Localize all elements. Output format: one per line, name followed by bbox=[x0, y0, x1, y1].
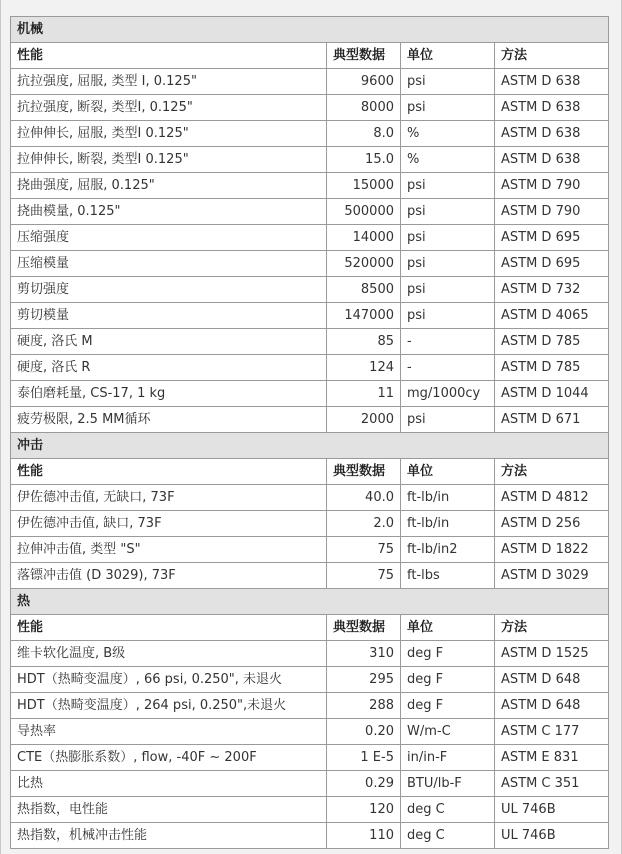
table-row bbox=[11, 199, 609, 225]
method-cell: ASTM D 695 bbox=[495, 251, 609, 277]
unit-cell: BTU/lb-F bbox=[401, 771, 495, 797]
unit-cell: deg C bbox=[401, 823, 495, 849]
property-column-header: 性能 bbox=[11, 459, 327, 485]
unit-cell: ft-lb/in2 bbox=[401, 537, 495, 563]
value-cell: 75 bbox=[327, 537, 401, 563]
value-cell: 120 bbox=[327, 797, 401, 823]
value-cell: 2.0 bbox=[327, 511, 401, 537]
value-column-header: 典型数据 bbox=[327, 43, 401, 69]
property-cell: 维卡软化温度, B级 bbox=[11, 641, 327, 667]
unit-cell: ft-lb/in bbox=[401, 485, 495, 511]
section-header-row bbox=[11, 17, 609, 43]
method-cell: ASTM D 1822 bbox=[495, 537, 609, 563]
table-row bbox=[11, 381, 609, 407]
unit-cell: deg F bbox=[401, 641, 495, 667]
column-header-row bbox=[11, 43, 609, 69]
unit-cell: psi bbox=[401, 199, 495, 225]
method-cell: ASTM D 695 bbox=[495, 225, 609, 251]
value-cell: 11 bbox=[327, 381, 401, 407]
method-cell: ASTM D 671 bbox=[495, 407, 609, 433]
unit-cell: psi bbox=[401, 303, 495, 329]
table-row bbox=[11, 667, 609, 693]
value-cell: 15.0 bbox=[327, 147, 401, 173]
value-cell: 1 E-5 bbox=[327, 745, 401, 771]
section-title: 热 bbox=[11, 589, 609, 615]
method-column-header: 方法 bbox=[495, 43, 609, 69]
method-cell: ASTM D 4812 bbox=[495, 485, 609, 511]
value-cell: 500000 bbox=[327, 199, 401, 225]
property-column-header: 性能 bbox=[11, 615, 327, 641]
value-cell: 8000 bbox=[327, 95, 401, 121]
table-row bbox=[11, 771, 609, 797]
method-cell: ASTM D 790 bbox=[495, 199, 609, 225]
method-cell: ASTM C 177 bbox=[495, 719, 609, 745]
table-row bbox=[11, 407, 609, 433]
table-row bbox=[11, 329, 609, 355]
value-cell: 124 bbox=[327, 355, 401, 381]
unit-cell: - bbox=[401, 329, 495, 355]
property-cell: 伊佐德冲击值, 无缺口, 73F bbox=[11, 485, 327, 511]
table-row bbox=[11, 719, 609, 745]
value-cell: 8.0 bbox=[327, 121, 401, 147]
unit-cell: ft-lb/in bbox=[401, 511, 495, 537]
property-cell: 压缩强度 bbox=[11, 225, 327, 251]
method-cell: ASTM E 831 bbox=[495, 745, 609, 771]
table-row bbox=[11, 69, 609, 95]
method-cell: UL 746B bbox=[495, 823, 609, 849]
unit-cell: % bbox=[401, 147, 495, 173]
unit-cell: psi bbox=[401, 225, 495, 251]
method-cell: ASTM D 732 bbox=[495, 277, 609, 303]
method-cell: ASTM D 648 bbox=[495, 667, 609, 693]
unit-column-header: 单位 bbox=[401, 459, 495, 485]
value-cell: 0.20 bbox=[327, 719, 401, 745]
value-cell: 295 bbox=[327, 667, 401, 693]
property-cell: HDT（热畸变温度）, 66 psi, 0.250", 未退火 bbox=[11, 667, 327, 693]
properties-table bbox=[10, 16, 609, 849]
section-header-row bbox=[11, 433, 609, 459]
method-cell: ASTM D 4065 bbox=[495, 303, 609, 329]
value-cell: 14000 bbox=[327, 225, 401, 251]
section-header-row bbox=[11, 589, 609, 615]
property-cell: HDT（热畸变温度）, 264 psi, 0.250",未退火 bbox=[11, 693, 327, 719]
unit-cell: W/m-C bbox=[401, 719, 495, 745]
table-row bbox=[11, 485, 609, 511]
property-cell: 抗拉强度, 屈服, 类型 I, 0.125" bbox=[11, 69, 327, 95]
property-cell: 落镖冲击值 (D 3029), 73F bbox=[11, 563, 327, 589]
property-cell: 热指数，电性能 bbox=[11, 797, 327, 823]
property-cell: 伊佐德冲击值, 缺口, 73F bbox=[11, 511, 327, 537]
table-row bbox=[11, 303, 609, 329]
property-cell: 剪切强度 bbox=[11, 277, 327, 303]
value-cell: 310 bbox=[327, 641, 401, 667]
table-row bbox=[11, 641, 609, 667]
unit-cell: psi bbox=[401, 173, 495, 199]
unit-cell: deg F bbox=[401, 667, 495, 693]
method-cell: ASTM D 648 bbox=[495, 693, 609, 719]
unit-cell: mg/1000cy bbox=[401, 381, 495, 407]
property-cell: 比热 bbox=[11, 771, 327, 797]
column-header-row bbox=[11, 459, 609, 485]
table-row bbox=[11, 147, 609, 173]
unit-cell: psi bbox=[401, 95, 495, 121]
value-cell: 15000 bbox=[327, 173, 401, 199]
method-column-header: 方法 bbox=[495, 615, 609, 641]
table-row bbox=[11, 95, 609, 121]
table-row bbox=[11, 121, 609, 147]
method-cell: ASTM D 256 bbox=[495, 511, 609, 537]
value-cell: 0.29 bbox=[327, 771, 401, 797]
table-row bbox=[11, 537, 609, 563]
property-cell: 拉伸伸长, 屈服, 类型I 0.125" bbox=[11, 121, 327, 147]
property-cell: 抗拉强度, 断裂, 类型I, 0.125" bbox=[11, 95, 327, 121]
table-row bbox=[11, 277, 609, 303]
unit-cell: psi bbox=[401, 277, 495, 303]
property-cell: 挠曲强度, 屈服, 0.125" bbox=[11, 173, 327, 199]
property-cell: 拉伸伸长, 断裂, 类型I 0.125" bbox=[11, 147, 327, 173]
unit-cell: - bbox=[401, 355, 495, 381]
unit-column-header: 单位 bbox=[401, 615, 495, 641]
section-title: 冲击 bbox=[11, 433, 609, 459]
method-cell: ASTM D 638 bbox=[495, 147, 609, 173]
method-cell: ASTM D 785 bbox=[495, 355, 609, 381]
table-row bbox=[11, 251, 609, 277]
value-cell: 40.0 bbox=[327, 485, 401, 511]
value-cell: 520000 bbox=[327, 251, 401, 277]
method-cell: ASTM D 1044 bbox=[495, 381, 609, 407]
method-cell: ASTM D 790 bbox=[495, 173, 609, 199]
method-cell: UL 746B bbox=[495, 797, 609, 823]
unit-cell: deg F bbox=[401, 693, 495, 719]
unit-cell: ft-lbs bbox=[401, 563, 495, 589]
column-header-row bbox=[11, 615, 609, 641]
unit-cell: deg C bbox=[401, 797, 495, 823]
value-cell: 85 bbox=[327, 329, 401, 355]
property-cell: 挠曲模量, 0.125" bbox=[11, 199, 327, 225]
table-row bbox=[11, 511, 609, 537]
table-row bbox=[11, 797, 609, 823]
property-cell: 热指数，机械冲击性能 bbox=[11, 823, 327, 849]
property-cell: 导热率 bbox=[11, 719, 327, 745]
unit-cell: psi bbox=[401, 251, 495, 277]
property-cell: 疲劳极限, 2.5 MM循环 bbox=[11, 407, 327, 433]
table-row bbox=[11, 173, 609, 199]
unit-cell: % bbox=[401, 121, 495, 147]
table-row bbox=[11, 745, 609, 771]
value-cell: 9600 bbox=[327, 69, 401, 95]
property-cell: 剪切模量 bbox=[11, 303, 327, 329]
property-cell: 硬度, 洛氏 M bbox=[11, 329, 327, 355]
table-row bbox=[11, 225, 609, 251]
properties-table-body bbox=[11, 17, 609, 849]
method-cell: ASTM D 638 bbox=[495, 69, 609, 95]
property-column-header: 性能 bbox=[11, 43, 327, 69]
table-row bbox=[11, 693, 609, 719]
unit-cell: psi bbox=[401, 69, 495, 95]
property-cell: CTE（热膨胀系数）, flow, -40F ~ 200F bbox=[11, 745, 327, 771]
table-row bbox=[11, 563, 609, 589]
value-cell: 8500 bbox=[327, 277, 401, 303]
value-cell: 147000 bbox=[327, 303, 401, 329]
value-cell: 75 bbox=[327, 563, 401, 589]
unit-cell: psi bbox=[401, 407, 495, 433]
method-cell: ASTM C 351 bbox=[495, 771, 609, 797]
method-cell: ASTM D 1525 bbox=[495, 641, 609, 667]
method-cell: ASTM D 638 bbox=[495, 95, 609, 121]
unit-column-header: 单位 bbox=[401, 43, 495, 69]
value-cell: 110 bbox=[327, 823, 401, 849]
table-row bbox=[11, 355, 609, 381]
property-cell: 拉伸冲击值, 类型 "S" bbox=[11, 537, 327, 563]
method-cell: ASTM D 785 bbox=[495, 329, 609, 355]
property-cell: 压缩模量 bbox=[11, 251, 327, 277]
property-cell: 泰伯磨耗量, CS-17, 1 kg bbox=[11, 381, 327, 407]
property-cell: 硬度, 洛氏 R bbox=[11, 355, 327, 381]
method-cell: ASTM D 3029 bbox=[495, 563, 609, 589]
unit-cell: in/in-F bbox=[401, 745, 495, 771]
table-row bbox=[11, 823, 609, 849]
method-column-header: 方法 bbox=[495, 459, 609, 485]
value-cell: 288 bbox=[327, 693, 401, 719]
section-title: 机械 bbox=[11, 17, 609, 43]
value-cell: 2000 bbox=[327, 407, 401, 433]
value-column-header: 典型数据 bbox=[327, 615, 401, 641]
method-cell: ASTM D 638 bbox=[495, 121, 609, 147]
value-column-header: 典型数据 bbox=[327, 459, 401, 485]
